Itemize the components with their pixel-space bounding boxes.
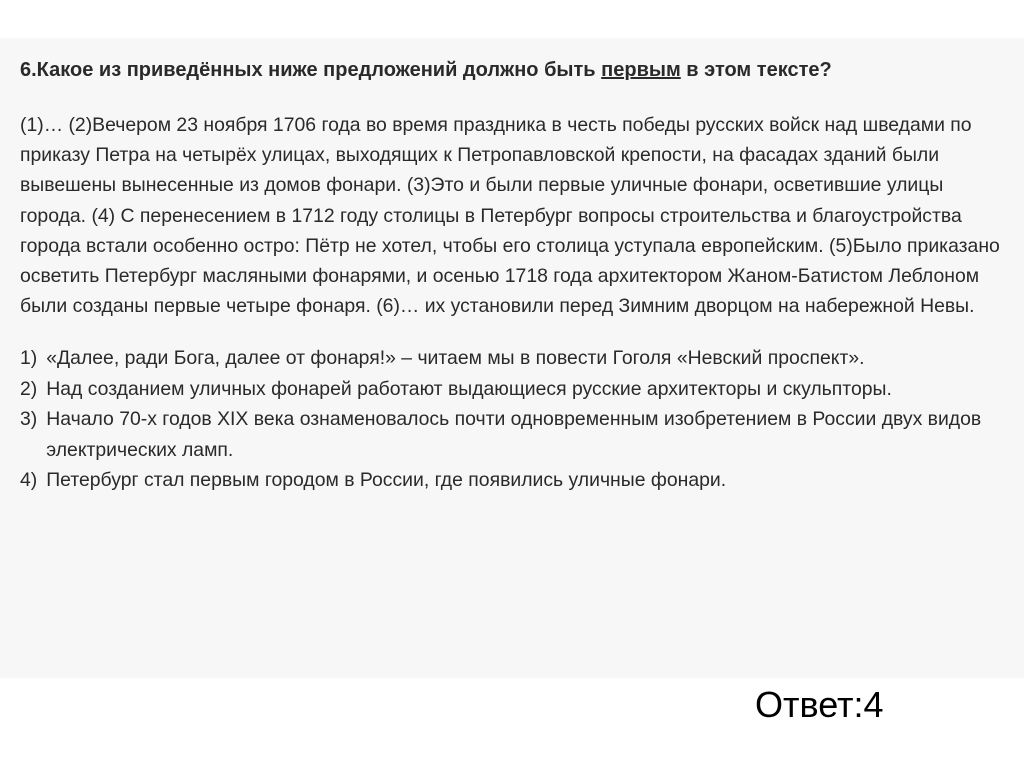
option-text: Петербург стал первым городом в России, где появились уличные фонари. xyxy=(46,469,727,492)
option-number: 2) xyxy=(20,377,38,400)
question-emphasis: первым xyxy=(601,59,681,81)
option-text: Над созданием уличных фонарей работают выдающиеся русские архитекторы и скульпторы. xyxy=(46,377,892,400)
answer-label: Ответ:4 xyxy=(755,684,884,725)
option-text: «Далее, ради Бога, далее от фонаря!» – читаем мы в повести Гоголя «Невский проспект». xyxy=(46,347,865,370)
answer-option xyxy=(20,465,1010,495)
question-heading xyxy=(20,56,1010,84)
question-prefix: 6.Какое из приведённых ниже предложений должно быть xyxy=(20,59,602,81)
task-content xyxy=(20,56,1010,495)
option-text: Начало 70-х годов XIX века ознаменовалось почти одновременным изобретением в России двух видов электрических ламп. xyxy=(46,408,982,461)
option-number: 1) xyxy=(20,347,38,370)
answer-option xyxy=(20,343,1010,373)
question-suffix: в этом тексте? xyxy=(680,59,832,81)
answer-option xyxy=(20,374,1010,404)
answer-option xyxy=(20,404,1010,465)
source-passage: (1)… (2)Вечером 23 ноября 1706 года во время праздника в честь победы русских войск над шведами по приказу Петра на четырёх улицах, выходящих к Петропавловской крепости, на фасадах зданий были вывешены вынесенные из домов фонари. (3)Это и были первые уличные фонари, осветившие улицы города. (4) С перенесением в 1712 году столицы в Петербург вопросы строительства и благоустройства города встали особенно остро: Пётр не хотел, чтобы его столица уступала европейским. (5)Было приказано осветить Петербург масляными фонарями, и осенью 1718 года архитектором Жаном-Батистом Леблоном были созданы первые четыре фонаря. (6)… их установили перед Зимним дворцом на набережной Невы. xyxy=(20,114,1000,318)
option-number: 3) xyxy=(20,408,38,431)
option-number: 4) xyxy=(20,469,38,492)
